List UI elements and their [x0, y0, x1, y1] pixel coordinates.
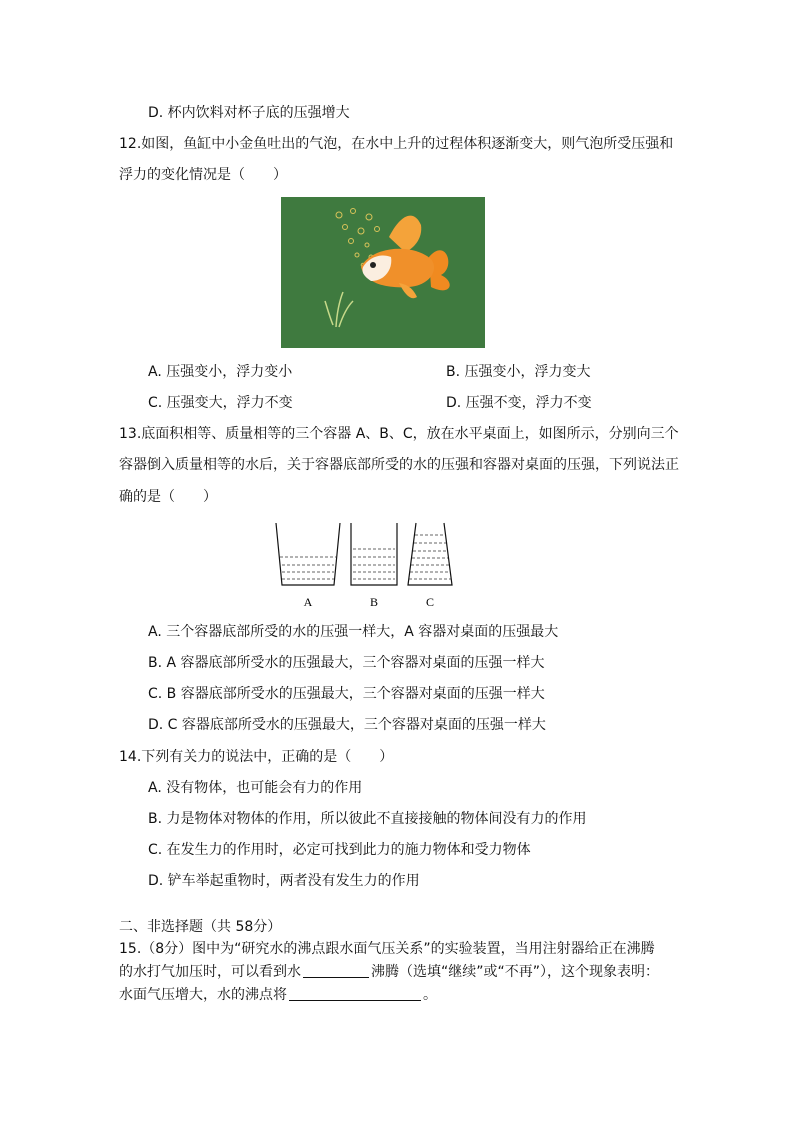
- q13-option-b: B. A 容器底部所受水的压强最大，三个容器对桌面的压强一样大: [148, 655, 545, 671]
- q15-line1: 15.（8分）图中为“研究水的沸点跟水面气压关系”的实验装置，当用注射器给正在沸腾: [119, 941, 655, 957]
- q12-option-d: D. 压强不变，浮力不变: [446, 395, 592, 411]
- container-b: [351, 523, 397, 585]
- q14-option-b: B. 力是物体对物体的作用，所以彼此不直接接触的物体间没有力的作用: [148, 811, 587, 827]
- q12-option-b: B. 压强变小，浮力变大: [446, 364, 591, 380]
- container-c: [408, 523, 452, 585]
- q14-option-a: A. 没有物体，也可能会有力的作用: [148, 780, 363, 796]
- q13-stem-line2: 容器倒入质量相等的水后，关于容器底部所受的水的压强和容器对桌面的压强，下列说法正: [119, 457, 679, 473]
- q15-line2-end: 沸腾（选填“继续”或“不再”），这个现象表明：: [371, 964, 660, 980]
- label-b: B: [369, 595, 379, 609]
- q15-blank-1[interactable]: [303, 963, 369, 978]
- q15-line3: [119, 985, 437, 1005]
- three-containers-diagram: [268, 515, 458, 615]
- q15-line2: [119, 962, 659, 982]
- q12-option-a: A. 压强变小，浮力变小: [148, 364, 293, 380]
- q12-stem-line2: 浮力的变化情况是（ ）: [119, 167, 287, 183]
- q13-option-d: D. C 容器底部所受水的压强最大，三个容器对桌面的压强一样大: [148, 717, 546, 733]
- q12-option-c: C. 压强变大，浮力不变: [148, 395, 293, 411]
- q14-stem: 14.下列有关力的说法中，正确的是（ ）: [119, 749, 394, 765]
- q14-option-d: D. 铲车举起重物时，两者没有发生力的作用: [148, 873, 420, 889]
- q15-blank-2[interactable]: [289, 986, 421, 1001]
- q13-stem-line1: 13.底面积相等、质量相等的三个容器 A、B、C，放在水平桌面上，如图所示，分别向三个: [119, 426, 679, 442]
- q15-line2-start: 的水打气加压时，可以看到水: [119, 964, 301, 980]
- q11-option-d: D. 杯内饮料对杯子底的压强增大: [148, 105, 350, 121]
- q14-option-c: C. 在发生力的作用时，必定可找到此力的施力物体和受力物体: [148, 842, 531, 858]
- q15-line3-start: 水面气压增大，水的沸点将: [119, 987, 287, 1003]
- q12-stem-line1: 12.如图，鱼缸中小金鱼吐出的气泡，在水中上升的过程体积逐渐变大，则气泡所受压强和: [119, 136, 674, 152]
- q15-line3-end: 。: [423, 987, 437, 1003]
- q13-stem-line3: 确的是（ ）: [119, 489, 217, 505]
- label-a: A: [303, 595, 313, 609]
- label-c: C: [425, 595, 435, 609]
- q13-option-c: C. B 容器底部所受水的压强最大，三个容器对桌面的压强一样大: [148, 686, 545, 702]
- goldfish-image: [281, 197, 485, 348]
- section-2-title: 二、非选择题（共 58分）: [119, 919, 282, 935]
- container-a: [276, 523, 340, 585]
- q13-option-a: A. 三个容器底部所受的水的压强一样大，A 容器对桌面的压强最大: [148, 624, 559, 640]
